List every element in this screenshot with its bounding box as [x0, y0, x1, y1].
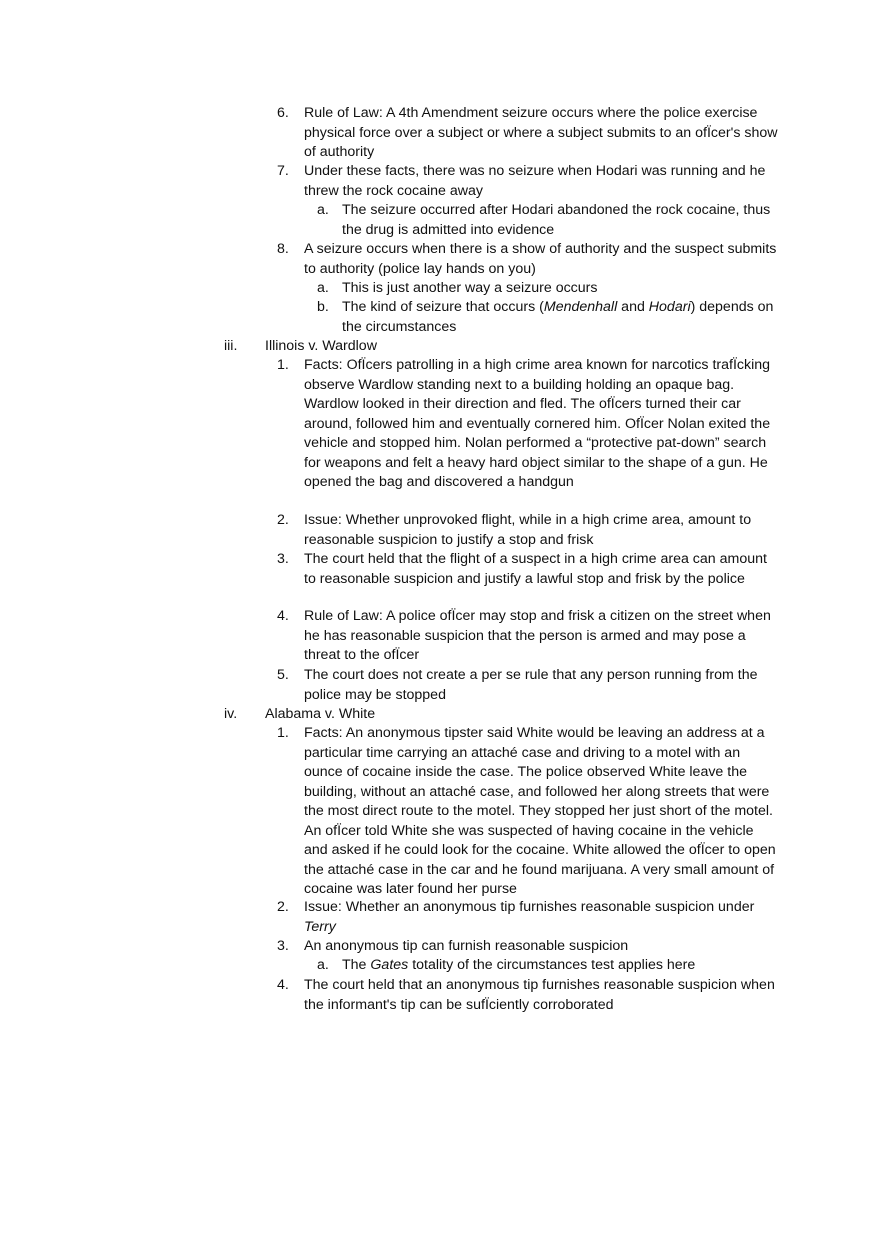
list-marker: b.: [317, 299, 329, 315]
list-item-text: [342, 956, 780, 976]
list-item: [0, 104, 880, 163]
list-item-text: Rule of Law: A 4th Amendment seizure occurs where the police exercise physical force over a subject or where a subject submits to an ofÏcer's show of authority: [304, 105, 778, 160]
list-item: [0, 279, 880, 299]
list-marker: 3.: [277, 938, 289, 954]
text-run: totality of the circumstances test applies here: [408, 957, 696, 973]
list-marker: iv.: [224, 706, 238, 722]
list-marker: 8.: [277, 241, 289, 257]
list-marker: 4.: [277, 977, 289, 993]
list-item-text: The seizure occurred after Hodari abandoned the rock cocaine, thus the drug is admitted into evidence: [342, 202, 771, 238]
list-item: [0, 724, 880, 900]
text-run: ) depends on the circumstances: [342, 299, 774, 335]
list-item: [0, 956, 880, 976]
list-item: [0, 607, 880, 666]
case-name-italic: Mendenhall: [543, 299, 618, 315]
list-item: [0, 240, 880, 279]
list-item: [0, 937, 880, 957]
list-marker: 4.: [277, 608, 289, 624]
list-item-text: Facts: OfÏcers patrolling in a high crime area known for narcotics trafÏcking observe Wardlow standing next to a building holding an opaque bag. Wardlow looked in their direction and fled. The ofÏcers turned their car around, followed him and eventually cornered him. OfÏcer Nolan exited the vehicle and stopped him. Nolan performed a “protective pat-down” search for weapons and felt a heavy hard object similar to the shape of a gun. He opened the bag and discovered a handgun: [304, 357, 771, 490]
list-marker: 6.: [277, 105, 289, 121]
list-item-text: The court held that the flight of a suspect in a high crime area can amount to reasonable suspicion and justify a lawful stop and frisk by the police: [304, 551, 767, 587]
list-marker: 3.: [277, 551, 289, 567]
list-item: [0, 511, 880, 550]
list-item-text: This is just another way a seizure occurs: [342, 280, 598, 296]
list-marker: a.: [317, 202, 329, 218]
list-item-text: Rule of Law: A police ofÏcer may stop and frisk a citizen on the street when he has reasonable suspicion that the person is armed and may pose a threat to the ofÏcer: [304, 608, 771, 663]
text-run: The: [342, 957, 371, 973]
list-item: [0, 976, 880, 1015]
list-item-text: A seizure occurs when there is a show of authority and the suspect submits to authority (police lay hands on you): [304, 241, 777, 277]
list-item-text: The court held that an anonymous tip furnishes reasonable suspicion when the informant's tip can be sufÏciently corroborated: [304, 977, 775, 1013]
text-run: and: [617, 299, 649, 315]
text-run: Issue: Whether an anonymous tip furnishes reasonable suspicion under: [304, 899, 755, 915]
list-marker: 1.: [277, 725, 289, 741]
list-item-text: Under these facts, there was no seizure when Hodari was running and he threw the rock cocaine away: [304, 163, 766, 199]
case-title: Illinois v. Wardlow: [265, 338, 377, 354]
case-heading: [0, 705, 880, 725]
list-marker: a.: [317, 957, 329, 973]
text-run: The kind of seizure that occurs (: [342, 299, 544, 315]
list-item-text: Issue: Whether unprovoked flight, while in a high crime area, amount to reasonable suspicion to justify a stop and frisk: [304, 512, 752, 548]
list-item: [0, 298, 880, 337]
case-title: Alabama v. White: [265, 706, 376, 722]
list-item-text: Facts: An anonymous tipster said White would be leaving an address at a particular time carrying an attaché case and driving to a motel with an ounce of cocaine inside the case. The police observed White leave the building, without an attaché case, and followed her along streets that were the most direct route to the motel. They stopped her just short of the motel. An ofÏcer told White she was suspected of having cocaine in the vehicle and asked if he could look for the cocaine. White allowed the ofÏcer to open the attaché case in the car and he found marijuana. A very small amount of cocaine was later found her purse: [304, 725, 776, 897]
list-item-text: [304, 898, 780, 937]
list-marker: 2.: [277, 899, 289, 915]
list-marker: 5.: [277, 667, 289, 683]
case-heading: [0, 337, 880, 357]
list-item-text: [342, 298, 780, 337]
list-marker: 1.: [277, 357, 289, 373]
list-item: [0, 666, 880, 705]
case-name-italic: Terry: [304, 918, 336, 935]
list-marker: iii.: [224, 338, 238, 354]
list-marker: 7.: [277, 163, 289, 179]
list-marker: 2.: [277, 512, 289, 528]
list-marker: a.: [317, 280, 329, 296]
list-item: [0, 162, 880, 201]
list-item-text: The court does not create a per se rule that any person running from the police may be stopped: [304, 667, 758, 703]
list-item-text: An anonymous tip can furnish reasonable suspicion: [304, 938, 629, 954]
list-item: [0, 898, 880, 937]
list-item: [0, 201, 880, 240]
list-item: [0, 550, 880, 589]
case-name-italic: Gates: [370, 957, 409, 973]
case-name-italic: Hodari: [648, 299, 691, 315]
list-item: [0, 356, 880, 493]
